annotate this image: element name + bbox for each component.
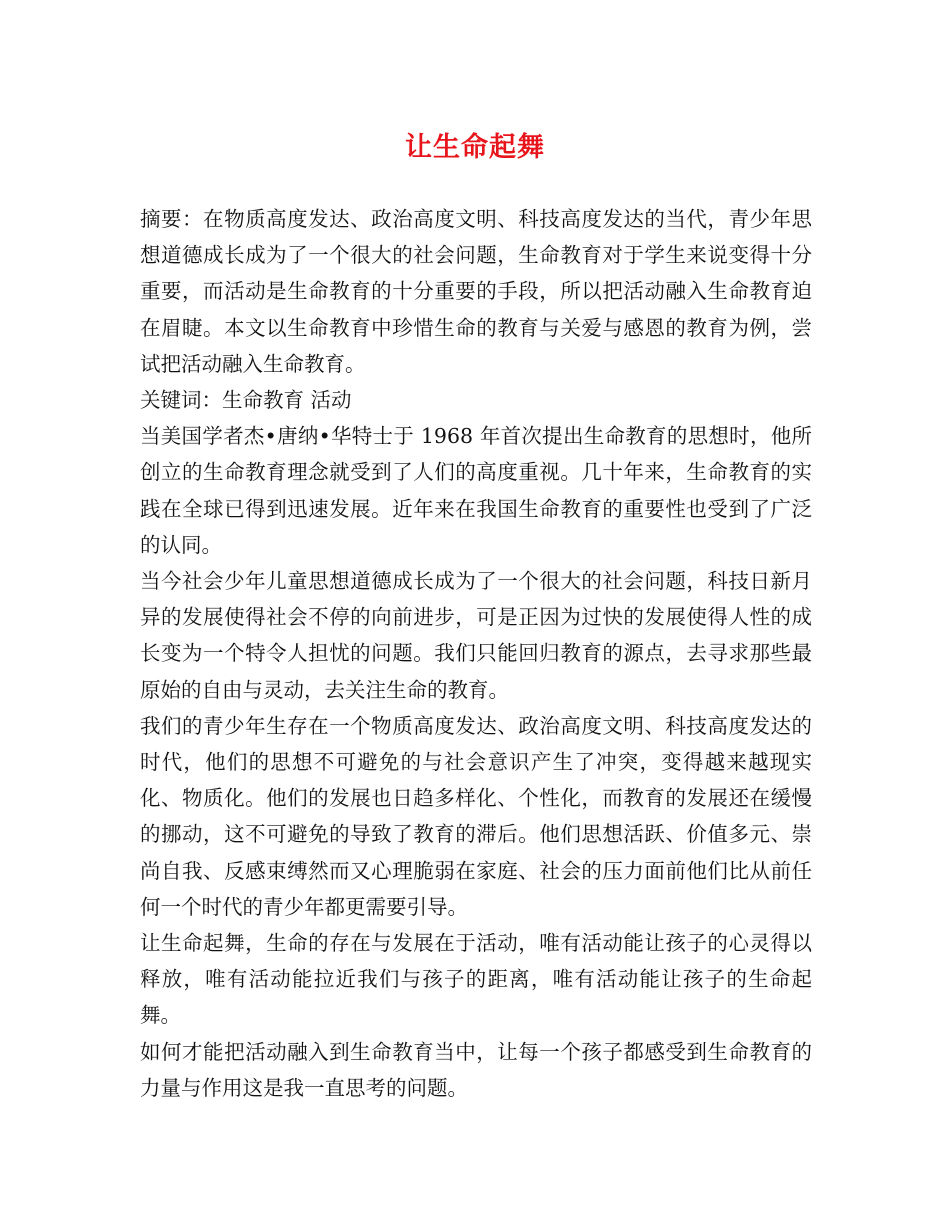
body-paragraph: 让生命起舞，生命的存在与发展在于活动，唯有活动能让孩子的心灵得以释放，唯有活动能拉近我们与孩子的距离，唯有活动能让孩子的生命起舞。 — [140, 931, 812, 1028]
abstract-paragraph: 摘要：在物质高度发达、政治高度文明、科技高度发达的当代，青少年思想道德成长成为了一个很大的社会问题，生命教育对于学生来说变得十分重要，而活动是生命教育的十分重要的手段，所以把活动融入生命教育迫在眉睫。本文以生命教育中珍惜生命的教育与关爱与感恩的教育为例，尝试把活动融入生命教育。 — [140, 207, 812, 376]
body-paragraph: 当美国学者杰•唐纳•华特士于 1968 年首次提出生命教育的思想时，他所创立的生命教育理念就受到了人们的高度重视。几十年来，生命教育的实践在全球已得到迅速发展。近年来在我国生命教育的重要性也受到了广泛的认同。 — [140, 424, 812, 557]
document-title: 让生命起舞 — [405, 132, 545, 163]
body-paragraph: 我们的青少年生存在一个物质高度发达、政治高度文明、科技高度发达的时代，他们的思想不可避免的与社会意识产生了冲突，变得越来越现实化、物质化。他们的发展也日趋多样化、个性化，而教育的发展还在缓慢的挪动，这不可避免的导致了教育的滞后。他们思想活跃、价值多元、崇尚自我、反感束缚然而又心理脆弱在家庭、社会的压力面前他们比从前任何一个时代的青少年都更需要引导。 — [140, 713, 812, 919]
body-paragraph: 如何才能把活动融入到生命教育当中，让每一个孩子都感受到生命教育的力量与作用这是我一直思考的问题。 — [140, 1039, 812, 1100]
body-paragraph: 当今社会少年儿童思想道德成长成为了一个很大的社会问题，科技日新月异的发展使得社会不停的向前进步，可是正因为过快的发展使得人性的成长变为一个特令人担忧的问题。我们只能回归教育的源点，去寻求那些最原始的自由与灵动，去关注生命的教育。 — [140, 569, 812, 702]
keywords-line: 关键词：生命教育 活动 — [140, 388, 352, 413]
document-body — [140, 201, 812, 1106]
